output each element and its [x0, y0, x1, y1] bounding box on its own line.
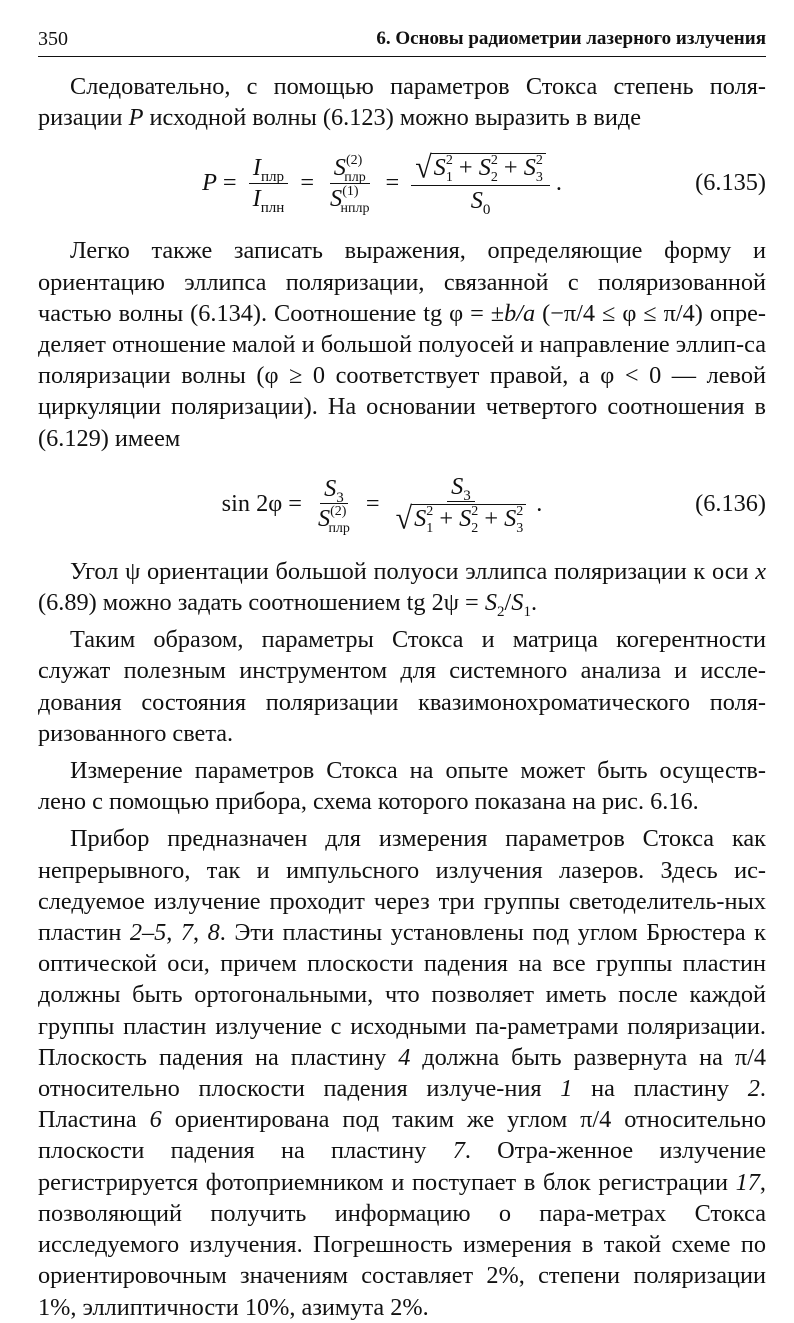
- paragraph-3: Угол ψ ориентации большой полуоси эллипса поляризации к оси x (6.89) можно задать соотношением tg $2\psi = S_2/S_1$.: [38, 557, 766, 620]
- p6-text-9: . Отра-женное излучение регистрируется фотоприемником и поступает в блок регистрации: [38, 1137, 767, 1196]
- eq-number-6-135: (6.135): [695, 169, 766, 197]
- p3-text-1: Угол ψ ориентации большой полуоси эллипса поляризации к оси: [70, 557, 756, 585]
- p6-text-6: на пластину: [572, 1075, 748, 1103]
- eq-number-6-136: (6.136): [695, 489, 766, 517]
- p2-ratio: b/a: [504, 299, 536, 327]
- p6-ref-7: 6: [149, 1106, 162, 1134]
- eq-6-135-body: P = $\frac{I_{плр}}{I_{плн}}$ = $\frac{S^{(2)}_{плр}}{S^{(1)}_{нплр}}$ = √ $S^2_1 + S^2_2 + S^2_3$ $S_0$ .: [202, 150, 562, 219]
- equation-6-136: [38, 456, 766, 552]
- chapter-title: 6. Основы радиометрии лазерного излучения: [376, 28, 766, 49]
- paragraph-4: Таким образом, параметры Стокса и матрица когерентности служат полезным инструментом для системного анализа и иссле-дования состояния поляризации квазимонохроматического поля-ризованного света.: [38, 626, 766, 747]
- p2-text-2: (−π/4 ≤ φ ≤ π/4) опре-деляет отношение малой и большой полуосей и направление эллип-са поляризации волны (φ ≥ 0 соответствует правой, а φ < 0 — левой циркуляции поляризации). На основании четвертого соотношения в (6.129) имеем: [38, 299, 766, 452]
- paragraph-5: Измерение параметров Стокса на опыте может быть осуществ-лено с помощью прибора, схема которого показана на рис. 6.16.: [38, 757, 766, 816]
- equation-6-135: [38, 137, 766, 229]
- paragraph-6: [38, 823, 766, 1322]
- p6-text-10: , позволяющий получить информацию о пара-метрах Стокса исследуемого излучения. Погрешность измерения в такой схеме по ориентировочным значениям составляет 2%, степени поляризации 1%, эллиптичности 10%, азимута 2%.: [38, 1168, 766, 1321]
- eq-6-136-body: sin 2φ = $\frac{S_3}{S^{(2)}_{плр}}$ = $S_3$ √ $S^2_1 + S^2_2 + S^2_3$ .: [221, 472, 543, 537]
- p6-text-7: . Пластина: [38, 1075, 766, 1134]
- p3-text-2: (6.89) можно задать соотношением tg 2ψ =: [38, 589, 485, 617]
- p6-ref-5: 1: [560, 1075, 573, 1103]
- paragraph-1: [38, 71, 766, 133]
- p6-text-8: ориентирована под таким же углом π/4 относительно плоскости падения на пластину: [38, 1106, 766, 1165]
- p6-ref-4: 4: [398, 1043, 411, 1071]
- p6-ref-8: 7: [452, 1137, 465, 1165]
- p6-text-3: ,: [193, 919, 208, 947]
- p6-text-2: ,: [166, 919, 181, 947]
- p1-text-1: Следовательно, с помощью параметров Стокса степень поля-ризации: [38, 73, 766, 132]
- p6-ref-1: 2–5: [129, 919, 167, 947]
- p3-var-x: x: [755, 557, 766, 585]
- p6-text-5: должна быть развернута на π/4 относительно плоскости падения излуче-ния: [38, 1043, 766, 1103]
- p6-text-1: Прибор предназначен для измерения параметров Стокса как непрерывного, так и импульсного излучения лазеров. Здесь ис-следуемое излучение проходит через три группы светоделитель-ных пластин: [38, 825, 766, 947]
- p2-text-1: Легко также записать выражения, определяющие форму и ориентацию эллипса поляризации, связанной с поляризованной частью волны (6.134). Соотношение tg φ = ±: [38, 237, 766, 327]
- p1-var: P: [128, 104, 144, 132]
- page: [38, 22, 766, 1323]
- p1-text-2: исходной волны (6.123) можно выразить в виде: [143, 104, 642, 132]
- p6-ref-2: 7: [180, 919, 194, 947]
- running-head: [38, 22, 766, 57]
- p6-ref-3: 8: [207, 919, 220, 947]
- p6-ref-6: 2: [747, 1075, 760, 1103]
- p6-ref-9: 17: [735, 1168, 760, 1196]
- page-number: 350: [38, 28, 68, 50]
- paragraph-2: [38, 235, 766, 453]
- p6-text-4: . Эти пластины установлены под углом Брюстера к оптической оси, причем плоскости падения на все группы пластин должны быть ортогональными, что позволяет иметь после каждой группы пластин излучение с исходными па-раметрами поляризации. Плоскость падения на пластину: [38, 919, 766, 1071]
